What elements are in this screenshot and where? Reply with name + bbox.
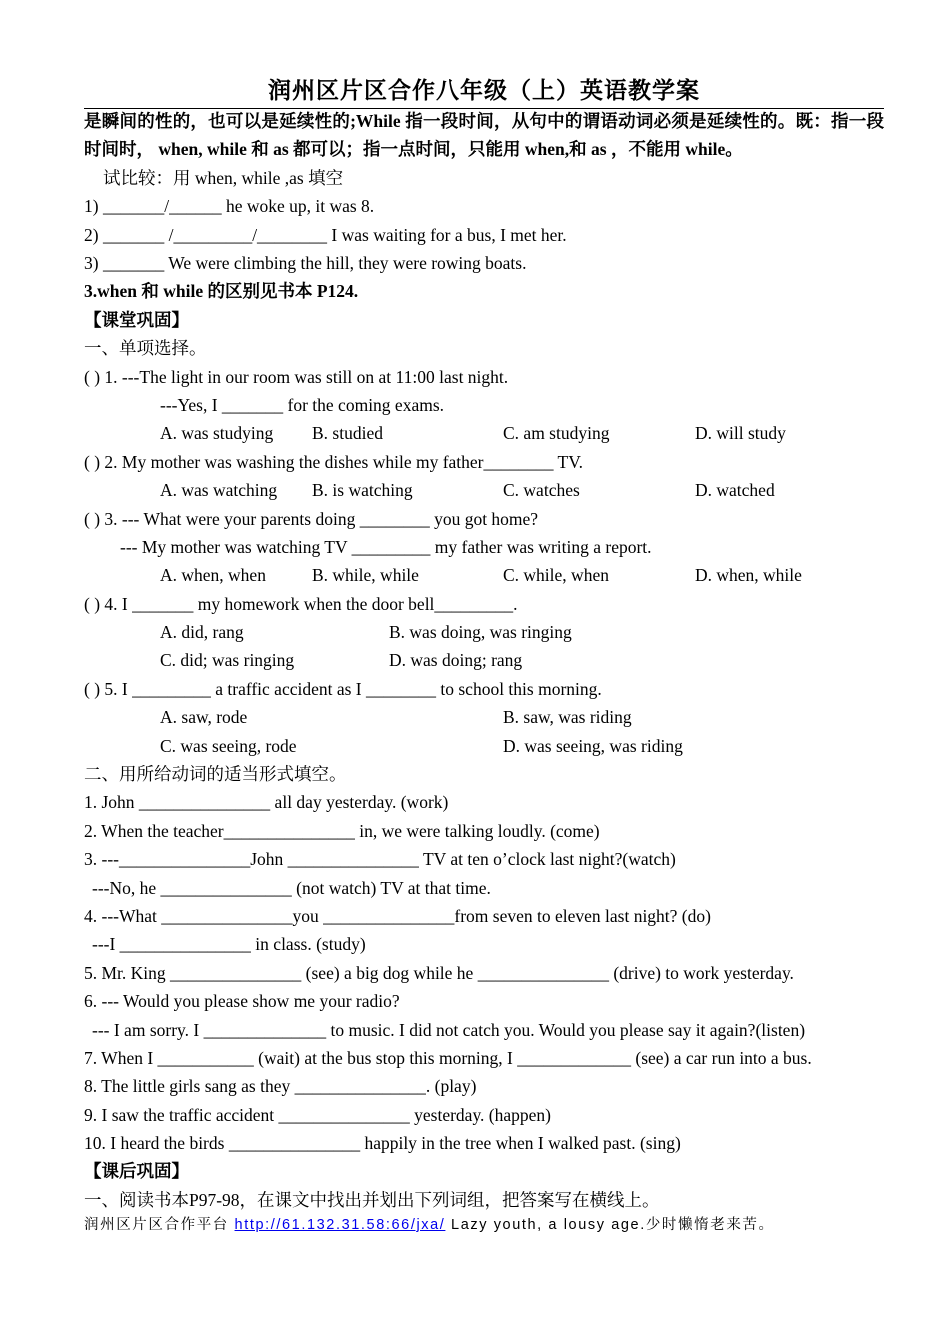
option-a: A. was watching — [160, 480, 278, 501]
fill-item: 7. When I ___________ (wait) at the bus stop this morning, I _____________ (see) a car run into a bus. — [84, 1047, 812, 1068]
option-a: A. was studying — [160, 423, 274, 444]
mc-options-1 — [84, 419, 884, 447]
option-c: C. while, when — [503, 565, 609, 586]
fill-item: 1. John _______________ all day yesterday. (work) — [84, 792, 449, 813]
footer-motto: Lazy youth, a lousy age.少时懒惰老来苦。 — [445, 1217, 775, 1233]
mc-options-3 — [84, 561, 884, 589]
intro-paragraph: 是瞬间的性的，也可以是延续性的;While 指一段时间，从句中的谓语动词必须是延续性的。既：指一段时间时， when, while 和 as 都可以；指一点时间，只能用 when,和 as ，不能用 while。 — [84, 111, 884, 160]
option-b: B. saw, was riding — [503, 707, 632, 728]
option-c: C. am studying — [503, 423, 610, 444]
compare-question-1: 1) _______/______ he woke up, it was 8. — [84, 196, 375, 217]
option-d: D. was seeing, was riding — [503, 735, 683, 756]
document-body — [84, 107, 884, 1214]
page-footer — [84, 1213, 884, 1234]
compare-question-2: 2) _______ /_________/________ I was waiting for a bus, I met her. — [84, 224, 567, 245]
mc-options-2 — [84, 476, 884, 504]
fill-item: 10. I heard the birds _______________ happily in the tree when I walked past. (sing) — [84, 1133, 681, 1154]
mc-options-4b — [84, 646, 884, 674]
compare-question-3: 3) _______ We were climbing the hill, they were rowing boats. — [84, 252, 527, 273]
mc-question-1: ( ) 1. ---The light in our room was still on at 11:00 last night. — [84, 366, 509, 387]
option-c: C. did; was ringing — [160, 650, 295, 671]
option-c: C. watches — [503, 480, 580, 501]
mc-question-2: ( ) 2. My mother was washing the dishes while my father________ TV. — [84, 451, 584, 472]
option-a: A. saw, rode — [160, 707, 248, 728]
after-class-heading: 【课后巩固】 — [84, 1161, 189, 1182]
mc-options-5a — [84, 703, 884, 731]
mc-question-4: ( ) 4. I _______ my homework when the door bell_________. — [84, 593, 518, 614]
fill-item: ---No, he _______________ (not watch) TV at that time. — [92, 877, 491, 898]
try-compare-label: 试比较：用 when, while ,as 填空 — [103, 167, 344, 188]
part1-title: 一、单项选择。 — [84, 338, 207, 359]
fill-item: --- I am sorry. I ______________ to music. I did not catch you. Would you please say it again?(listen) — [92, 1019, 806, 1040]
fill-item: 9. I saw the traffic accident _______________ yesterday. (happen) — [84, 1104, 551, 1125]
after-class-part1: 一、阅读书本P97-98，在课文中找出并划出下列词组，把答案写在横线上。 — [84, 1189, 660, 1210]
option-d: D. watched — [695, 480, 775, 501]
footer-prefix: 润州区片区合作平台 — [84, 1217, 235, 1233]
fill-item: ---I _______________ in class. (study) — [92, 934, 366, 955]
footer-link[interactable]: http://61.132.31.58:66/jxa/ — [234, 1217, 446, 1233]
fill-item: 6. --- Would you please show me your radio? — [84, 991, 400, 1012]
option-b: B. is watching — [312, 480, 413, 501]
fill-item: 5. Mr. King _______________ (see) a big dog while he _______________ (drive) to work yesterday. — [84, 962, 794, 983]
mc-options-4a — [84, 618, 884, 646]
option-b: B. was doing, was ringing — [389, 622, 572, 643]
option-c: C. was seeing, rode — [160, 735, 297, 756]
option-a: A. when, when — [160, 565, 266, 586]
fill-item: 4. ---What _______________you _______________from seven to eleven last night? (do) — [84, 905, 711, 926]
option-d: D. will study — [695, 423, 786, 444]
page-title: 润州区片区合作八年级（上）英语教学案 — [84, 72, 884, 109]
option-d: D. when, while — [695, 565, 802, 586]
mc-question-1-reply: ---Yes, I _______ for the coming exams. — [160, 394, 445, 415]
part2-title: 二、用所给动词的适当形式填空。 — [84, 764, 347, 785]
option-a: A. did, rang — [160, 622, 244, 643]
option-b: B. studied — [312, 423, 383, 444]
note-when-while: 3.when 和 while 的区别见书本 P124. — [84, 281, 359, 302]
mc-options-5b — [84, 732, 884, 760]
mc-question-3-reply: --- My mother was watching TV _________ my father was writing a report. — [120, 536, 652, 557]
option-d: D. was doing; rang — [389, 650, 523, 671]
fill-item: 2. When the teacher_______________ in, we were talking loudly. (come) — [84, 820, 600, 841]
mc-question-3: ( ) 3. --- What were your parents doing ________ you got home? — [84, 508, 539, 529]
option-b: B. while, while — [312, 565, 419, 586]
fill-item: 3. ---_______________John _______________ TV at ten o’clock last night?(watch) — [84, 849, 676, 870]
fill-item: 8. The little girls sang as they _______________. (play) — [84, 1076, 477, 1097]
mc-question-5: ( ) 5. I _________ a traffic accident as I ________ to school this morning. — [84, 678, 602, 699]
classroom-heading: 【课堂巩固】 — [84, 309, 189, 330]
